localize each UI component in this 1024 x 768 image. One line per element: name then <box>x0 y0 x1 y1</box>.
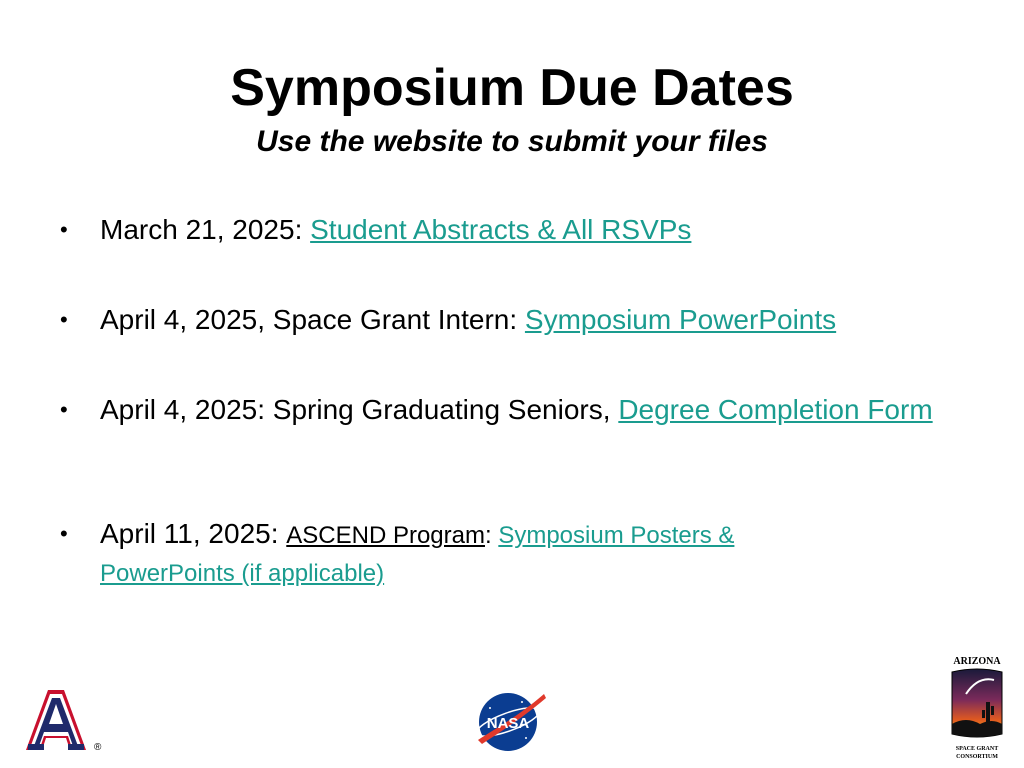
space-grant-top-label: ARIZONA <box>953 656 1001 667</box>
symposium-powerpoints-link[interactable]: Symposium PowerPoints <box>524 304 837 335</box>
degree-completion-form-link[interactable]: Degree Completion Form <box>618 394 933 425</box>
space-grant-logo <box>946 656 1008 762</box>
item-date: April 11, 2025: <box>100 518 287 549</box>
bullet-icon: • <box>60 521 68 546</box>
space-grant-line1: SPACE GRANT <box>955 746 999 752</box>
bullet-icon: • <box>60 307 68 332</box>
item-date: April 4, 2025: Spring Graduating Seniors, <box>100 394 619 425</box>
space-grant-line2: CONSORTIUM <box>956 754 998 760</box>
bullet-icon: • <box>60 217 68 242</box>
sunset-saguaro-icon <box>946 668 1008 740</box>
student-abstracts-link[interactable]: Student Abstracts & All RSVPs <box>310 214 692 245</box>
registered-mark: ® <box>94 742 102 753</box>
list-item <box>60 516 860 592</box>
nasa-logo <box>472 688 548 754</box>
list-item <box>60 392 960 428</box>
item-separator: : <box>484 522 499 549</box>
ua-logo <box>18 688 110 760</box>
item-date: April 4, 2025, Space Grant Intern: <box>100 304 525 335</box>
bullet-icon: • <box>60 397 68 422</box>
nasa-meatball-icon <box>472 688 548 754</box>
symposium-posters-link[interactable]: Symposium Posters & PowerPoints (if applicable) <box>100 522 735 587</box>
item-date: March 21, 2025: <box>100 214 311 245</box>
page-title: Symposium Due Dates <box>230 59 794 117</box>
list-item <box>60 302 980 338</box>
ascend-program-link[interactable]: ASCEND Program <box>286 522 485 549</box>
nasa-wordmark: NASA <box>486 715 530 732</box>
list-item <box>60 212 980 248</box>
page-subtitle: Use the website to submit your files <box>256 125 768 158</box>
